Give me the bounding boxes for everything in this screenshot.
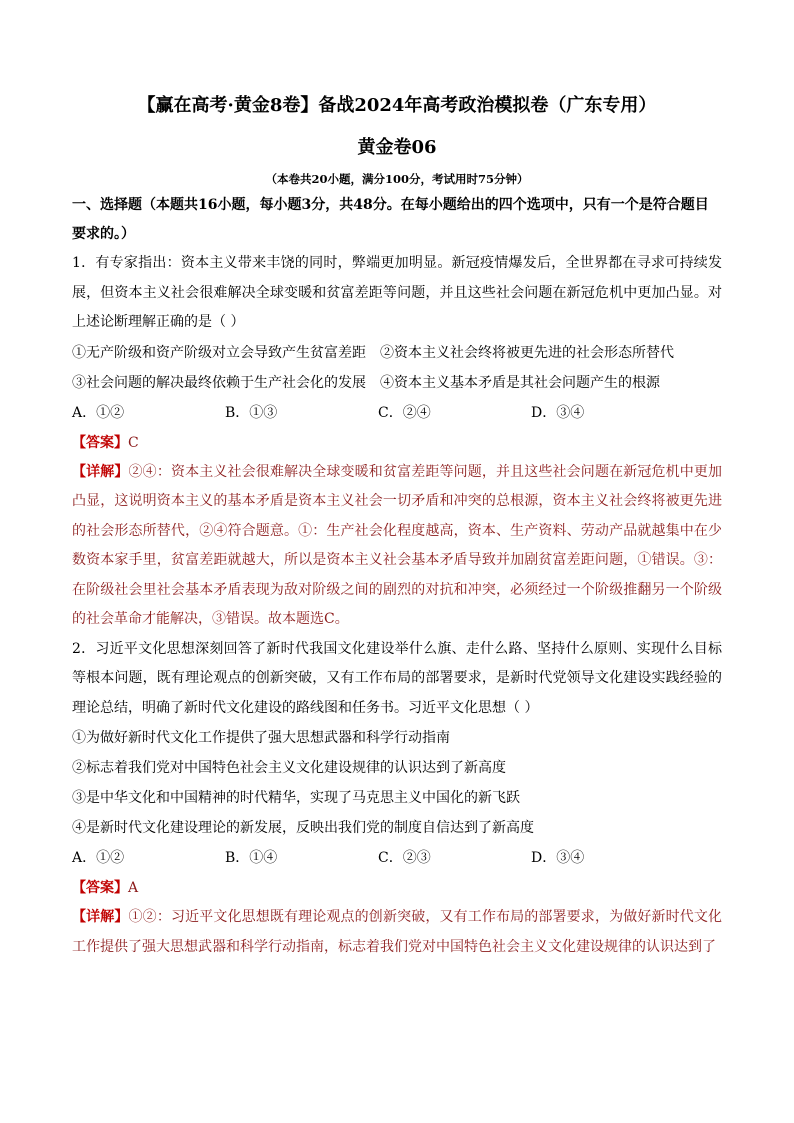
question-2-option-2: ②标志着我们党对中国特色社会主义文化建设规律的认识达到了新高度: [72, 760, 506, 776]
question-2-option-3: ③是中华文化和中国精神的时代精华，实现了马克思主义中国化的新飞跃: [72, 790, 520, 806]
question-1-option-3: ③社会问题的解决最终依赖于生产社会化的发展: [72, 374, 366, 391]
question-1-detail-label: 【详解】: [72, 463, 129, 480]
question-1: [72, 249, 722, 635]
question-2-option-4: ④是新时代文化建设理论的新发展，反映出我们党的制度自信达到了新高度: [72, 820, 534, 836]
question-2-detail: [72, 903, 722, 962]
question-1-options-row-1: [72, 338, 722, 368]
question-1-choice-b: B．①③: [225, 404, 278, 421]
question-1-answer-value: C: [128, 434, 139, 451]
question-1-stem: 1．有专家指出：资本主义带来丰饶的同时，弊端更加明显。新冠疫情爆发后，全世界都在寻求可持续发展，但资本主义社会很难解决全球变暖和贫富差距等问题，并且这些社会问题在新冠危机中更加凸显。对上述论断理解正确的是（ ）: [72, 255, 722, 330]
question-2-stem: 2．习近平文化思想深刻回答了新时代我国文化建设举什么旗、走什么路、坚持什么原则、实现什么目标等根本问题，既有理论观点的创新突破，又有工作布局的部署要求，是新时代党领导文化建设实践经验的理论总结，明确了新时代文化建设的路线图和任务书。习近平文化思想（ ）: [72, 640, 722, 716]
question-2-answer-value: A: [128, 880, 139, 896]
question-1-choices: [72, 398, 722, 428]
question-2-detail-label: 【详解】: [72, 909, 129, 925]
question-1-answer: [72, 428, 722, 458]
question-1-options-row-2: [72, 368, 722, 398]
question-2: [72, 635, 722, 963]
question-2-choice-a: A．①②: [72, 850, 125, 866]
question-1-detail-text: ②④：资本主义社会很难解决全球变暖和贫富差距等问题，并且这些社会问题在新冠危机中更加凸显，这说明资本主义的基本矛盾是资本主义社会一切矛盾和冲突的总根源，资本主义社会终将被更先进的社会形态所替代，②④符合题意。①：生产社会化程度越高，资本、生产资料、劳动产品就越集中在少数资本家手里，贫富差距就越大，所以是资本主义社会基本矛盾导致并加剧贫富差距问题，①错误。③：在阶级社会里社会基本矛盾表现为敌对阶级之间的剧烈的对抗和冲突，必须经过一个阶级推翻另一个阶级的社会革命才能解决，③错误。故本题选C。: [72, 463, 723, 627]
exam-note: （本卷共20小题，满分100分，考试用时75分钟）: [265, 172, 529, 186]
question-1-option-2: ②资本主义社会终将被更先进的社会形态所替代: [380, 344, 674, 361]
question-2-choices: [72, 843, 722, 873]
question-2-answer-label: 【答案】: [72, 880, 128, 896]
question-1-option-1: ①无产阶级和资产阶级对立会导致产生贫富差距: [72, 344, 366, 361]
question-2-detail-text: ①②：习近平文化思想既有理论观点的创新突破，又有工作布局的部署要求，为做好新时代文化工作提供了强大思想武器和科学行动指南，标志着我们党对中国特色社会主义文化建设规律的认识达到了: [72, 909, 723, 955]
section-heading: 一、选择题（本题共16小题，每小题3分，共48分。在每小题给出的四个选项中，只有一个是符合题目要求的。）: [72, 197, 709, 242]
question-1-choice-a: A．①②: [72, 404, 125, 421]
question-1-choice-c: C．②④: [378, 404, 431, 421]
question-1-choice-d: D．③④: [531, 404, 585, 421]
question-2-option-1: ①为做好新时代文化工作提供了强大思想武器和科学行动指南: [72, 730, 450, 746]
page-subtitle: 黄金卷06: [357, 137, 437, 158]
question-1-option-4: ④资本主义基本矛盾是其社会问题产生的根源: [380, 374, 660, 391]
question-1-detail: [72, 458, 722, 635]
question-2-choice-c: C．②③: [378, 850, 431, 866]
question-1-answer-label: 【答案】: [72, 434, 128, 451]
question-2-choice-d: D．③④: [531, 850, 585, 866]
question-2-choice-b: B．①④: [225, 850, 278, 866]
question-2-answer: [72, 873, 722, 903]
page-title: 【赢在高考·黄金8卷】备战2024年高考政治模拟卷（广东专用）: [137, 95, 657, 116]
